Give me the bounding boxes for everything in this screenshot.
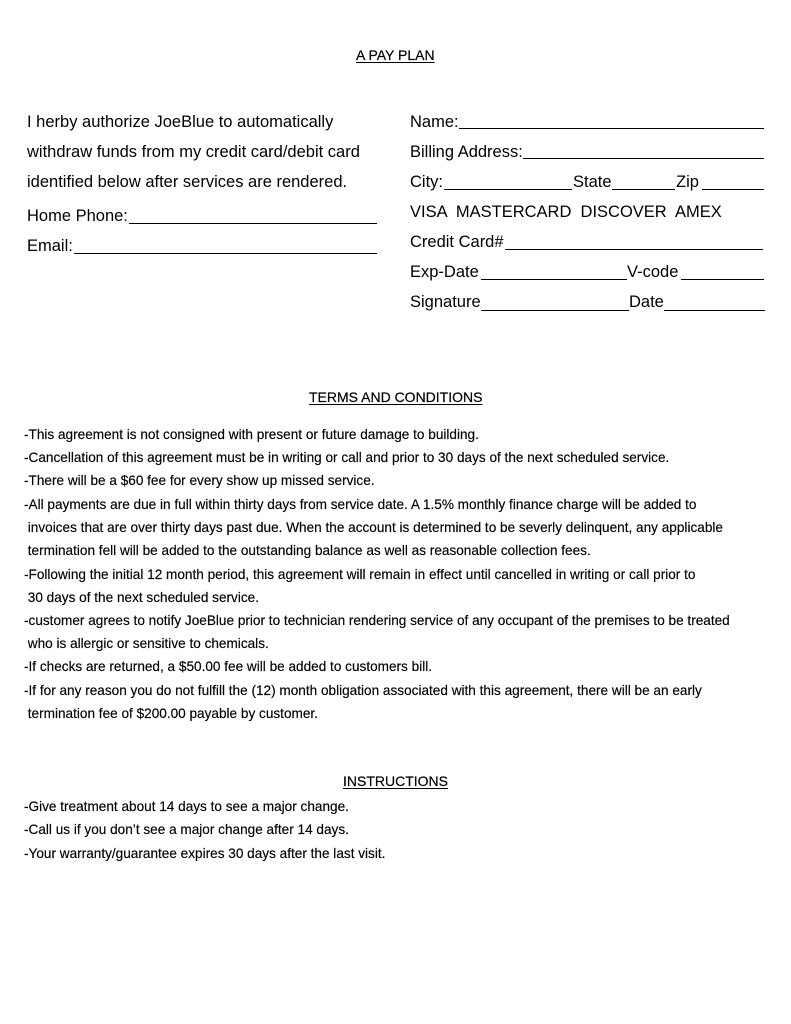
terms-line: 30 days of the next scheduled service. bbox=[24, 590, 260, 605]
home-phone-field[interactable] bbox=[129, 223, 377, 224]
v-code-field[interactable] bbox=[681, 279, 764, 280]
date-label: Date bbox=[629, 293, 664, 311]
terms-line: termination fell will be added to the outstanding balance as well as reasonable collection fees. bbox=[24, 543, 591, 558]
terms-line: -Cancellation of this agreement must be in writing or call and prior to 30 days of the next scheduled service. bbox=[24, 450, 670, 465]
instruction-line: -Give treatment about 14 days to see a major change. bbox=[24, 799, 349, 814]
terms-heading: TERMS AND CONDITIONS bbox=[309, 389, 483, 405]
name-field[interactable] bbox=[459, 128, 764, 129]
exp-date-field[interactable] bbox=[481, 279, 627, 280]
terms-line: -If checks are returned, a $50.00 fee will be added to customers bill. bbox=[24, 659, 433, 674]
state-label: State bbox=[573, 173, 612, 191]
terms-line: who is allergic or sensitive to chemicals. bbox=[24, 636, 269, 651]
page-title: A PAY PLAN bbox=[356, 47, 435, 63]
authorization-line-1: I herby authorize JoeBlue to automatically bbox=[27, 113, 334, 131]
terms-line: -This agreement is not consigned with present or future damage to building. bbox=[24, 427, 479, 442]
terms-line: -There will be a $60 fee for every show up missed service. bbox=[24, 473, 375, 488]
instruction-line: -Call us if you don’t see a major change after 14 days. bbox=[24, 822, 349, 837]
billing-address-label: Billing Address: bbox=[410, 143, 523, 161]
terms-line: -All payments are due in full within thirty days from service date. A 1.5% monthly finance charge will be added to bbox=[24, 497, 697, 512]
name-label: Name: bbox=[410, 113, 459, 131]
card-types-text: VISA MASTERCARD DISCOVER AMEX bbox=[410, 203, 722, 221]
terms-line: termination fee of $200.00 payable by customer. bbox=[24, 706, 318, 721]
v-code-label: V-code bbox=[627, 263, 679, 281]
instruction-line: -Your warranty/guarantee expires 30 days after the last visit. bbox=[24, 846, 386, 861]
city-label: City: bbox=[410, 173, 443, 191]
exp-date-label: Exp-Date bbox=[410, 263, 479, 281]
terms-line: -customer agrees to notify JoeBlue prior to technician rendering service of any occupant of the premises to be treated bbox=[24, 613, 730, 628]
city-field[interactable] bbox=[444, 189, 572, 190]
email-label: Email: bbox=[27, 237, 73, 255]
authorization-line-2: withdraw funds from my credit card/debit card bbox=[27, 143, 360, 161]
date-field[interactable] bbox=[664, 310, 765, 311]
zip-field[interactable] bbox=[702, 189, 764, 190]
credit-card-field[interactable] bbox=[505, 249, 763, 250]
authorization-line-3: identified below after services are rendered. bbox=[27, 173, 348, 191]
signature-label: Signature bbox=[410, 293, 481, 311]
signature-field[interactable] bbox=[481, 310, 629, 311]
instructions-heading: INSTRUCTIONS bbox=[343, 773, 448, 789]
email-field[interactable] bbox=[74, 253, 377, 254]
terms-line: -Following the initial 12 month period, this agreement will remain in effect until cancelled in writing or call prior to bbox=[24, 567, 696, 582]
home-phone-label: Home Phone: bbox=[27, 207, 128, 225]
terms-line: invoices that are over thirty days past due. When the account is determined to be severly delinquent, any applicable bbox=[24, 520, 723, 535]
billing-address-field[interactable] bbox=[523, 158, 764, 159]
state-field[interactable] bbox=[612, 189, 675, 190]
terms-line: -If for any reason you do not fulfill the (12) month obligation associated with this agreement, there will be an early bbox=[24, 683, 702, 698]
zip-label: Zip bbox=[676, 173, 699, 191]
credit-card-label: Credit Card# bbox=[410, 233, 504, 251]
